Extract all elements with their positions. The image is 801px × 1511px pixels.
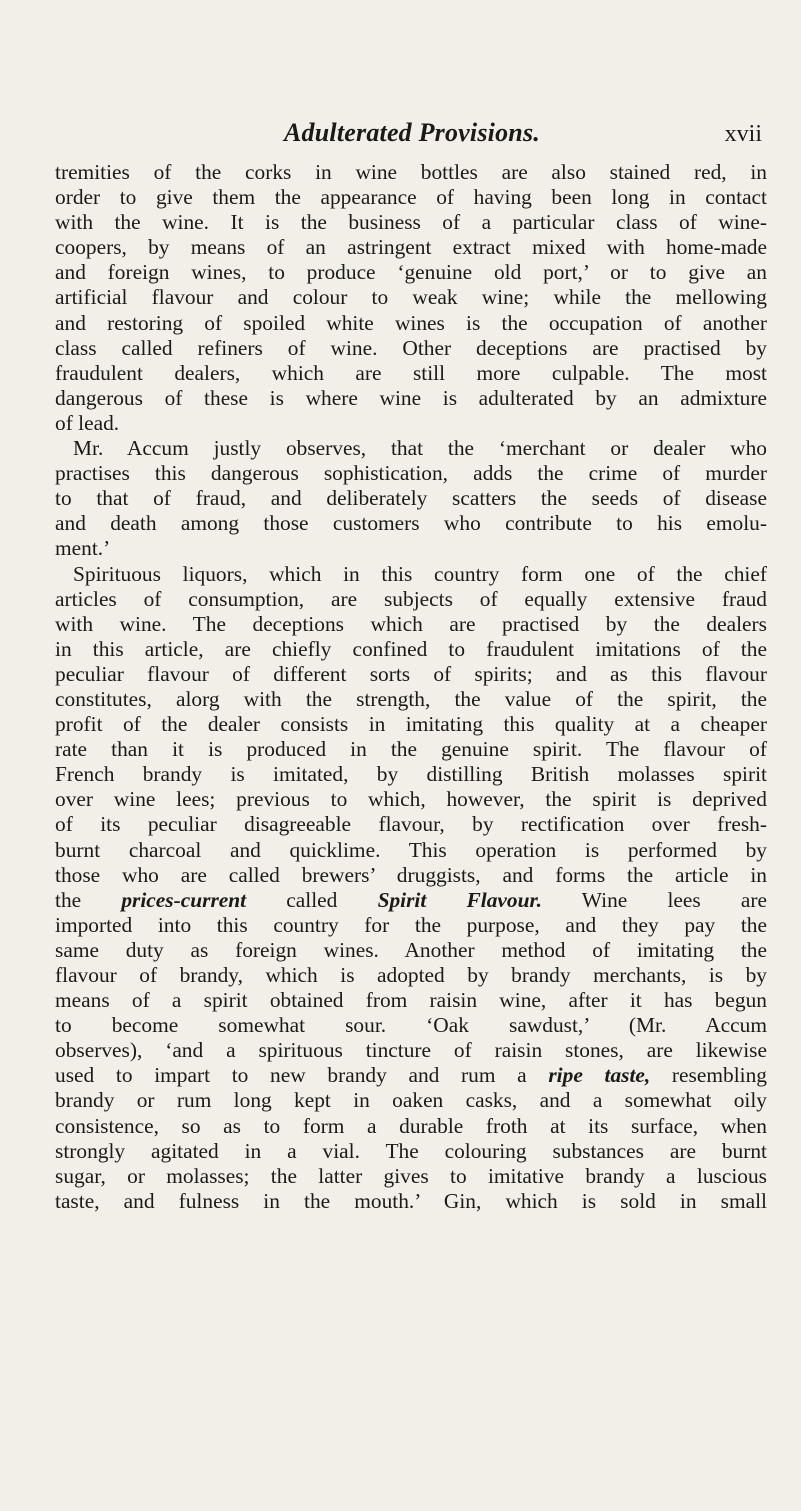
text-line: means of a spirit obtained from raisin wine, after it has begun [55, 988, 767, 1013]
text-line: peculiar flavour of different sorts of spirits; and as this flavour [55, 661, 767, 686]
text-line: of its peculiar disagreeable flavour, by rectification over fresh- [55, 812, 767, 837]
text-line: practises this dangerous sophistication, adds the crime of murder [55, 461, 767, 486]
text-line: consistence, so as to form a durable froth at its surface, when [55, 1113, 767, 1138]
text-fragment: resembling [650, 1063, 767, 1088]
text-line: flavour of brandy, which is adopted by brandy merchants, is by [55, 963, 767, 987]
text-line: observes), ‘and a spirituous tincture of raisin stones, are likewise [55, 1038, 767, 1063]
text-line: to that of fraud, and deliberately scatters the seeds of disease [55, 486, 767, 511]
italic-phrase: ripe taste, [548, 1063, 651, 1088]
text-line: fraudulent dealers, which are still more culpable. The most [55, 360, 767, 385]
running-title: Adulterated Provisions. [284, 118, 540, 147]
text-line: to become somewhat sour. ‘Oak sawdust,’ (Mr. Accum [55, 1013, 767, 1038]
text-line: with wine. The deceptions which are practised by the dealers [55, 611, 767, 636]
text-line: constitutes, alorg with the strength, the value of the spirit, the [55, 686, 767, 711]
text-line: French brandy is imitated, by distilling British molasses spirit [55, 762, 767, 787]
text-line: of lead. [55, 410, 120, 435]
running-head [62, 117, 762, 149]
body-text [55, 160, 767, 1214]
text-line [55, 1063, 767, 1088]
text-line: sugar, or molasses; the latter gives to imitative brandy a luscious [55, 1163, 767, 1188]
text-line: in this article, are chiefly confined to fraudulent imitations of the [55, 636, 767, 661]
text-line: strongly agitated in a vial. The colouring substances are burnt [55, 1138, 767, 1163]
text-line: tremities of the corks in wine bottles are also stained red, in [55, 160, 767, 184]
text-line: over wine lees; previous to which, however, the spirit is deprived [55, 787, 767, 812]
text-line: rate than it is produced in the genuine spirit. The flavour of [55, 737, 767, 762]
text-line: order to give them the appearance of having been long in contact [55, 185, 767, 210]
text-line: articles of consumption, are subjects of equally extensive fraud [55, 586, 767, 611]
text-line: those who are called brewers’ druggists, and forms the article in [55, 862, 767, 887]
text-line: same duty as foreign wines. Another method of imitating the [55, 937, 767, 962]
text-fragment: Wine lees are [541, 887, 767, 912]
text-line: class called refiners of wine. Other deceptions are practised by [55, 335, 767, 360]
text-line: imported into this country for the purpose, and they pay the [55, 912, 767, 937]
text-line: dangerous of these is where wine is adulterated by an admixture [55, 385, 767, 410]
text-line: burnt charcoal and quicklime. This operation is performed by [55, 837, 767, 862]
text-line: and death among those customers who contribute to his emolu- [55, 511, 767, 536]
text-line: and foreign wines, to produce ‘genuine old port,’ or to give an [55, 260, 767, 285]
text-fragment: used to impart to new brandy and rum a [55, 1063, 549, 1088]
text-line: profit of the dealer consists in imitating this quality at a cheaper [55, 712, 767, 737]
page-number: xvii [724, 121, 762, 147]
italic-phrase: Spirit Flavour. [377, 887, 542, 912]
text-fragment: called [246, 887, 378, 912]
text-fragment: the [55, 887, 122, 912]
text-line: with the wine. It is the business of a particular class of wine- [55, 210, 767, 235]
text-line: Spirituous liquors, which in this country form one of the chief [73, 561, 767, 586]
text-line: and restoring of spoiled white wines is the occupation of another [55, 310, 767, 335]
text-line: coopers, by means of an astringent extract mixed with home-made [55, 235, 767, 260]
text-line: Mr. Accum justly observes, that the ‘merchant or dealer who [73, 436, 767, 461]
text-line: ment.’ [55, 536, 111, 561]
italic-phrase: prices-current [121, 887, 247, 912]
text-line: brandy or rum long kept in oaken casks, and a somewhat oily [55, 1088, 767, 1113]
text-line [55, 888, 767, 913]
text-line: artificial flavour and colour to weak wine; while the mellowing [55, 285, 767, 310]
text-line: taste, and fulness in the mouth.’ Gin, which is sold in small [55, 1188, 767, 1213]
